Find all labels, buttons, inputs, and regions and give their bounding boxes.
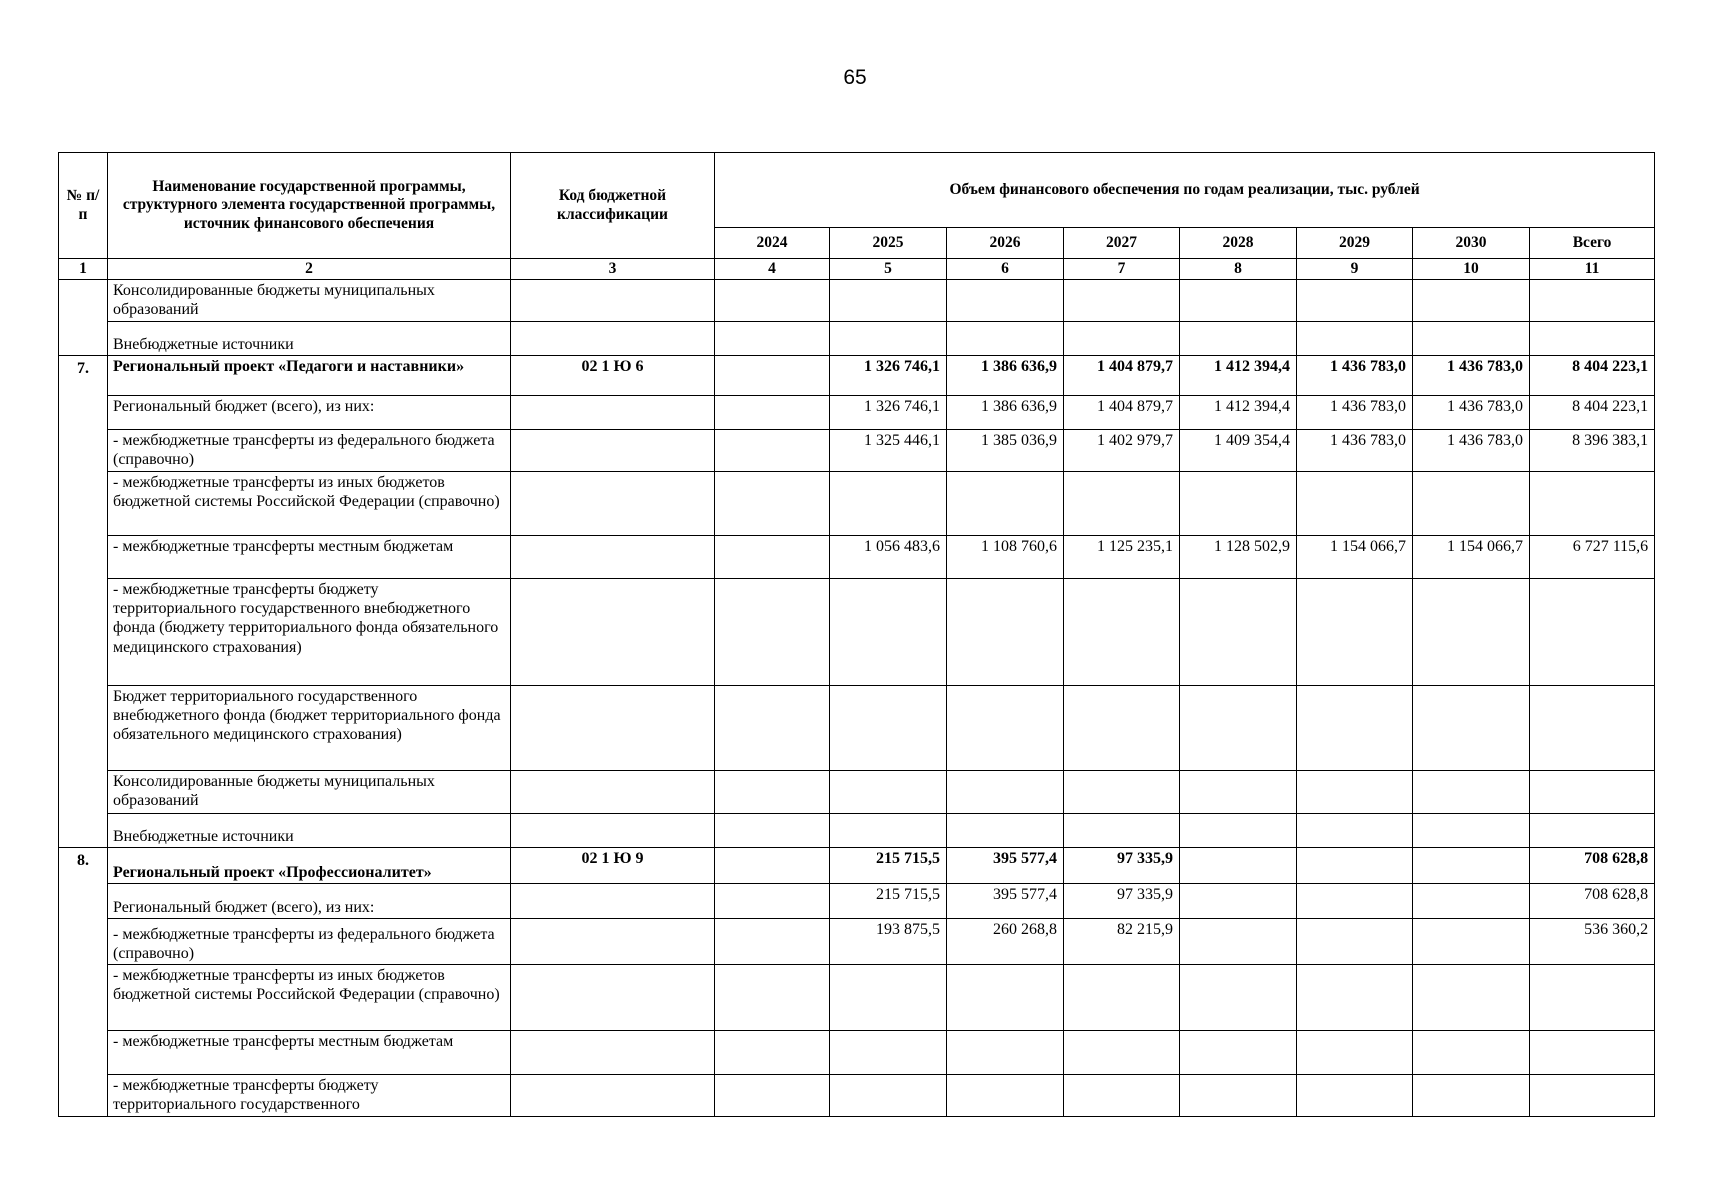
row-value: [715, 579, 830, 686]
row-value: [830, 280, 947, 322]
table-row: [59, 536, 1655, 579]
row-code: [511, 430, 715, 472]
row-value: 1 436 783,0: [1297, 430, 1413, 472]
row-code: [511, 686, 715, 771]
row-code: [511, 280, 715, 322]
row-value: 1 409 354,4: [1180, 430, 1297, 472]
row-value: [1064, 686, 1180, 771]
column-number: 4: [715, 259, 830, 280]
table-row: [59, 919, 1655, 965]
row-name: Бюджет территориального государственного внебюджетного фонда (бюджет территориального фонда обязательного медицинского страхования): [108, 686, 511, 771]
row-code: [511, 1075, 715, 1117]
column-number: 6: [947, 259, 1064, 280]
row-value: [1297, 919, 1413, 965]
row-value: [947, 771, 1064, 814]
row-value: [715, 771, 830, 814]
header-col-num: № п/п: [59, 153, 108, 259]
row-code: 02 1 Ю 9: [511, 848, 715, 884]
table-body: [59, 280, 1655, 1117]
row-name: Региональный проект «Профессионалитет»: [108, 848, 511, 884]
column-number: 11: [1530, 259, 1655, 280]
budget-table: [58, 152, 1655, 1117]
row-value: [947, 814, 1064, 848]
row-value: [715, 1031, 830, 1075]
row-value: [947, 472, 1064, 536]
table-row: [59, 814, 1655, 848]
row-value: [1297, 686, 1413, 771]
row-value: [1064, 1031, 1180, 1075]
row-name: Внебюджетные источники: [108, 814, 511, 848]
row-value: 1 128 502,9: [1180, 536, 1297, 579]
row-value: [830, 1031, 947, 1075]
row-value: [1530, 579, 1655, 686]
row-value: 395 577,4: [947, 848, 1064, 884]
row-number: [59, 280, 108, 356]
row-value: [715, 322, 830, 356]
table-row: [59, 884, 1655, 919]
column-number: 5: [830, 259, 947, 280]
row-value: 1 404 879,7: [1064, 396, 1180, 430]
row-value: [1413, 919, 1530, 965]
row-value: [715, 686, 830, 771]
table-row: [59, 686, 1655, 771]
row-value: 708 628,8: [1530, 884, 1655, 919]
row-value: 1 326 746,1: [830, 356, 947, 396]
row-value: [947, 322, 1064, 356]
row-value: [1413, 848, 1530, 884]
row-value: 6 727 115,6: [1530, 536, 1655, 579]
row-value: [1180, 848, 1297, 884]
row-name: - межбюджетные трансферты местным бюджетам: [108, 1031, 511, 1075]
row-value: [1413, 579, 1530, 686]
row-value: [1180, 814, 1297, 848]
row-value: [1530, 771, 1655, 814]
column-number: 10: [1413, 259, 1530, 280]
project-row: [59, 356, 1655, 396]
row-name: Внебюджетные источники: [108, 322, 511, 356]
row-value: [1180, 686, 1297, 771]
row-value: [1413, 1075, 1530, 1117]
row-value: 1 108 760,6: [947, 536, 1064, 579]
row-value: [1530, 686, 1655, 771]
column-number: 2: [108, 259, 511, 280]
row-value: [715, 848, 830, 884]
row-code: [511, 965, 715, 1031]
row-value: 1 436 783,0: [1413, 430, 1530, 472]
row-value: [830, 814, 947, 848]
row-name: Региональный бюджет (всего), из них:: [108, 396, 511, 430]
table-row: [59, 472, 1655, 536]
row-value: [715, 280, 830, 322]
row-value: [1064, 771, 1180, 814]
row-value: [1064, 1075, 1180, 1117]
row-value: [1180, 579, 1297, 686]
row-name: Региональный бюджет (всего), из них:: [108, 884, 511, 919]
row-name: - межбюджетные трансферты из иных бюджетов бюджетной системы Российской Федерации (справочно): [108, 472, 511, 536]
row-value: [1297, 814, 1413, 848]
row-value: [1297, 771, 1413, 814]
row-value: [830, 965, 947, 1031]
row-value: [715, 919, 830, 965]
row-value: [1297, 579, 1413, 686]
row-value: 1 436 783,0: [1297, 396, 1413, 430]
column-number: 3: [511, 259, 715, 280]
row-value: [1413, 280, 1530, 322]
row-code: [511, 472, 715, 536]
header-year: 2029: [1297, 228, 1413, 259]
row-code: [511, 1031, 715, 1075]
row-value: 1 436 783,0: [1413, 396, 1530, 430]
row-value: [1413, 814, 1530, 848]
row-name: - межбюджетные трансферты из федерального бюджета (справочно): [108, 430, 511, 472]
header-total: Всего: [1530, 228, 1655, 259]
row-code: [511, 536, 715, 579]
row-name: - межбюджетные трансферты из федерального бюджета (справочно): [108, 919, 511, 965]
row-value: [1180, 1031, 1297, 1075]
row-value: [715, 884, 830, 919]
row-code: [511, 396, 715, 430]
row-value: [1180, 965, 1297, 1031]
row-value: [1297, 1075, 1413, 1117]
row-value: 1 412 394,4: [1180, 356, 1297, 396]
header-year: 2025: [830, 228, 947, 259]
row-code: [511, 771, 715, 814]
row-code: [511, 884, 715, 919]
table-row: [59, 1075, 1655, 1117]
row-value: [830, 686, 947, 771]
row-value: 395 577,4: [947, 884, 1064, 919]
row-value: 8 404 223,1: [1530, 356, 1655, 396]
row-name: Региональный проект «Педагоги и наставники»: [108, 356, 511, 396]
row-value: 1 154 066,7: [1413, 536, 1530, 579]
row-value: 1 125 235,1: [1064, 536, 1180, 579]
row-value: 1 385 036,9: [947, 430, 1064, 472]
row-value: 1 325 446,1: [830, 430, 947, 472]
table-row: [59, 280, 1655, 322]
row-number: 8.: [59, 848, 108, 1117]
table-row: [59, 965, 1655, 1031]
row-value: [1413, 771, 1530, 814]
row-value: [947, 686, 1064, 771]
row-value: [830, 579, 947, 686]
row-value: [1413, 884, 1530, 919]
row-value: 1 154 066,7: [1297, 536, 1413, 579]
row-value: 215 715,5: [830, 884, 947, 919]
row-value: [1297, 472, 1413, 536]
row-value: [1180, 771, 1297, 814]
row-value: 260 268,8: [947, 919, 1064, 965]
row-value: [1530, 814, 1655, 848]
row-value: [715, 536, 830, 579]
row-value: [715, 965, 830, 1031]
row-value: 215 715,5: [830, 848, 947, 884]
row-value: [1297, 965, 1413, 1031]
row-value: [1413, 472, 1530, 536]
row-value: [1064, 322, 1180, 356]
row-code: [511, 579, 715, 686]
row-value: [1530, 1031, 1655, 1075]
header-year: 2026: [947, 228, 1064, 259]
row-value: 708 628,8: [1530, 848, 1655, 884]
row-code: [511, 814, 715, 848]
row-value: [947, 965, 1064, 1031]
row-value: 1 412 394,4: [1180, 396, 1297, 430]
row-value: [1180, 322, 1297, 356]
row-value: 97 335,9: [1064, 884, 1180, 919]
row-value: 82 215,9: [1064, 919, 1180, 965]
row-value: [715, 396, 830, 430]
header-year: 2030: [1413, 228, 1530, 259]
table-row: [59, 322, 1655, 356]
table-row: [59, 396, 1655, 430]
row-value: 536 360,2: [1530, 919, 1655, 965]
row-number: 7.: [59, 356, 108, 848]
row-value: [1064, 814, 1180, 848]
table-row: [59, 771, 1655, 814]
row-name: - межбюджетные трансферты из иных бюджетов бюджетной системы Российской Федерации (справочно): [108, 965, 511, 1031]
row-value: [1530, 965, 1655, 1031]
row-name: - межбюджетные трансферты бюджету территориального государственного внебюджетного фонда (бюджету территориального фонда обязательного медицинского страхования): [108, 579, 511, 686]
row-value: [1530, 280, 1655, 322]
row-value: [830, 771, 947, 814]
row-value: [715, 430, 830, 472]
row-value: 1 386 636,9: [947, 356, 1064, 396]
project-row: [59, 848, 1655, 884]
row-value: [1530, 322, 1655, 356]
row-value: 1 402 979,7: [1064, 430, 1180, 472]
row-value: 1 436 783,0: [1413, 356, 1530, 396]
row-value: [1413, 965, 1530, 1031]
row-value: [830, 322, 947, 356]
row-value: [1064, 472, 1180, 536]
row-value: [1413, 322, 1530, 356]
row-value: [1180, 280, 1297, 322]
row-value: 1 404 879,7: [1064, 356, 1180, 396]
row-value: [1297, 1031, 1413, 1075]
row-value: [1530, 1075, 1655, 1117]
header-col-name: Наименование государственной программы, структурного элемента государственной программы, источник финансового обеспечения: [108, 153, 511, 259]
header-year: 2028: [1180, 228, 1297, 259]
row-value: [1297, 322, 1413, 356]
row-value: [830, 1075, 947, 1117]
header-col-code: Код бюджетной классификации: [511, 153, 715, 259]
row-value: [1180, 919, 1297, 965]
row-value: [1413, 686, 1530, 771]
row-value: [1180, 884, 1297, 919]
row-value: 1 326 746,1: [830, 396, 947, 430]
row-value: [1413, 1031, 1530, 1075]
row-value: 1 056 483,6: [830, 536, 947, 579]
column-number: 9: [1297, 259, 1413, 280]
row-value: [1064, 579, 1180, 686]
row-name: Консолидированные бюджеты муниципальных образований: [108, 280, 511, 322]
row-value: [830, 472, 947, 536]
row-value: [1297, 280, 1413, 322]
row-value: [947, 1031, 1064, 1075]
row-value: 1 436 783,0: [1297, 356, 1413, 396]
row-value: 8 396 383,1: [1530, 430, 1655, 472]
column-number: 8: [1180, 259, 1297, 280]
row-value: [715, 1075, 830, 1117]
column-number: 7: [1064, 259, 1180, 280]
row-value: 8 404 223,1: [1530, 396, 1655, 430]
row-value: [715, 814, 830, 848]
row-value: [1064, 280, 1180, 322]
row-value: 193 875,5: [830, 919, 947, 965]
page-number: 65: [843, 66, 867, 89]
row-value: [1064, 965, 1180, 1031]
column-number: 1: [59, 259, 108, 280]
row-name: - межбюджетные трансферты местным бюджетам: [108, 536, 511, 579]
row-code: [511, 919, 715, 965]
row-value: [1180, 1075, 1297, 1117]
header-year: 2024: [715, 228, 830, 259]
row-value: [715, 472, 830, 536]
row-value: [1530, 472, 1655, 536]
table-row: [59, 1031, 1655, 1075]
row-value: 1 386 636,9: [947, 396, 1064, 430]
row-value: [1180, 472, 1297, 536]
row-value: [947, 1075, 1064, 1117]
row-value: 97 335,9: [1064, 848, 1180, 884]
header-col-volume: Объем финансового обеспечения по годам реализации, тыс. рублей: [715, 153, 1655, 228]
row-value: [1297, 848, 1413, 884]
row-code: 02 1 Ю 6: [511, 356, 715, 396]
row-name: Консолидированные бюджеты муниципальных образований: [108, 771, 511, 814]
row-code: [511, 322, 715, 356]
table-row: [59, 430, 1655, 472]
header-year: 2027: [1064, 228, 1180, 259]
table-row: [59, 579, 1655, 686]
row-name: - межбюджетные трансферты бюджету территориального государственного: [108, 1075, 511, 1117]
row-value: [947, 579, 1064, 686]
row-value: [947, 280, 1064, 322]
row-value: [715, 356, 830, 396]
row-value: [1297, 884, 1413, 919]
